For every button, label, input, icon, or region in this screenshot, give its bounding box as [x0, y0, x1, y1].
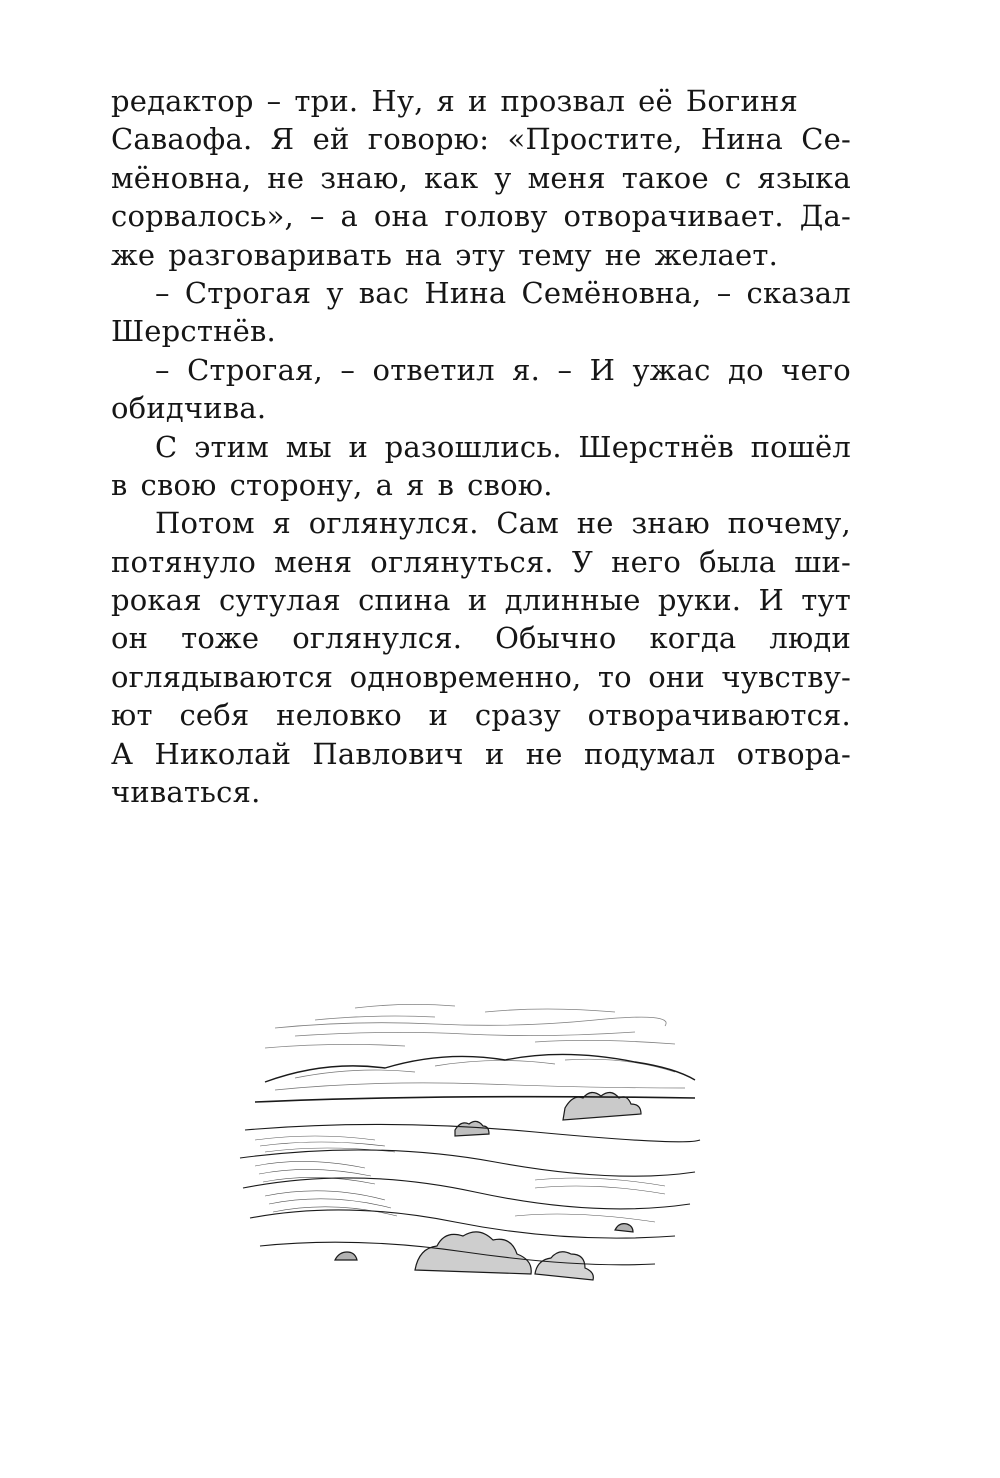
- text-line: [111, 735, 851, 773]
- word: редактор: [111, 84, 254, 118]
- word: Сам: [496, 506, 560, 541]
- word: –: [155, 275, 170, 310]
- word: мёновна,: [111, 160, 252, 195]
- word: длинные: [504, 583, 641, 618]
- word: И: [758, 583, 784, 618]
- word: А: [111, 736, 134, 771]
- text-line: [111, 197, 851, 235]
- word: такое: [621, 160, 709, 195]
- word: Строгая,: [187, 352, 323, 387]
- word: меня: [274, 544, 353, 579]
- text-line: [111, 581, 851, 619]
- word: руки.: [657, 583, 742, 618]
- word: до: [728, 352, 764, 387]
- landscape-engraving-icon: [235, 990, 705, 1290]
- word: её: [638, 84, 673, 118]
- word: ши-: [794, 544, 851, 579]
- word: эту: [455, 237, 506, 272]
- word: Саваофа.: [111, 122, 253, 157]
- word: –: [266, 84, 282, 118]
- word: отворачиваются.: [587, 698, 851, 733]
- word: –: [155, 352, 170, 387]
- word: в: [437, 467, 455, 502]
- word: оглянулся.: [308, 506, 479, 541]
- text-line: [111, 466, 851, 504]
- word: сутулая: [219, 583, 341, 618]
- word: у: [494, 160, 512, 195]
- word: сторону,: [229, 467, 363, 502]
- word: языка: [757, 160, 851, 195]
- word: Павлович: [312, 736, 464, 771]
- word: же: [111, 237, 156, 272]
- word: пошёл: [750, 429, 851, 464]
- word: Потом: [155, 506, 255, 541]
- word: ответил: [372, 352, 495, 387]
- word: они: [648, 659, 705, 694]
- word: Строгая: [184, 275, 312, 310]
- word: я: [406, 467, 425, 502]
- word: не: [267, 160, 305, 195]
- word: люди: [769, 621, 851, 656]
- word: не: [576, 506, 614, 541]
- word: ют: [111, 698, 153, 733]
- word: почему,: [727, 506, 851, 541]
- word: чувству-: [721, 659, 851, 694]
- word: три.: [294, 84, 359, 118]
- word: обидчива.: [111, 391, 267, 426]
- word: оглянуться.: [370, 544, 554, 579]
- text-line: [111, 236, 851, 274]
- word: потянуло: [111, 544, 256, 579]
- word: когда: [649, 621, 737, 656]
- text-line: [111, 504, 851, 542]
- word: сказал: [746, 275, 851, 310]
- word: и: [468, 84, 488, 118]
- word: и: [484, 736, 505, 771]
- word: чиваться.: [111, 775, 261, 810]
- text-line: [111, 543, 851, 581]
- word: –: [716, 275, 732, 310]
- word: подумал: [583, 736, 716, 771]
- word: она: [373, 199, 429, 234]
- word: Нина: [700, 122, 783, 157]
- word: Богиня: [685, 84, 799, 118]
- word: ей: [312, 122, 350, 157]
- word: не: [604, 237, 642, 272]
- word: сорвалось»,: [111, 199, 294, 234]
- word: он: [111, 621, 149, 656]
- word: этим: [194, 429, 270, 464]
- word: –: [557, 352, 573, 387]
- word: отворачивает.: [563, 199, 784, 234]
- word: себя: [179, 698, 250, 733]
- word: Я: [270, 122, 295, 157]
- word: свою.: [467, 467, 553, 502]
- word: свою: [140, 467, 217, 502]
- word: –: [309, 199, 325, 234]
- word: –: [340, 352, 356, 387]
- text-line: [111, 428, 851, 466]
- word: Николай: [154, 736, 292, 771]
- word: Семёновна,: [521, 275, 702, 310]
- word: У: [571, 544, 594, 579]
- word: него: [611, 544, 682, 579]
- word: оглядываются: [111, 659, 334, 694]
- text-line: [111, 658, 851, 696]
- word: я: [436, 84, 456, 118]
- text-line: [111, 274, 851, 312]
- word: а: [340, 199, 358, 234]
- word: тоже: [181, 621, 260, 656]
- word: разговаривать: [168, 237, 393, 272]
- text-line: [111, 159, 851, 197]
- word: желает.: [654, 237, 779, 272]
- text-line: [111, 619, 851, 657]
- text-block: [111, 82, 851, 811]
- word: и: [428, 698, 449, 733]
- word: на: [405, 237, 443, 272]
- word: С: [155, 429, 178, 464]
- word: чего: [781, 352, 851, 387]
- word: и: [348, 429, 368, 464]
- word: меня: [527, 160, 606, 195]
- word: Нина: [424, 275, 507, 310]
- word: Да-: [799, 199, 851, 234]
- text-line: [111, 120, 851, 158]
- word: у: [326, 275, 344, 310]
- text-line: [111, 82, 851, 120]
- word: с: [724, 160, 742, 195]
- word: Обычно: [495, 621, 617, 656]
- word: и: [467, 583, 488, 618]
- word: я: [272, 506, 292, 541]
- word: знаю,: [320, 160, 409, 195]
- word: голову: [444, 199, 548, 234]
- word: вас: [358, 275, 410, 310]
- word: в: [111, 467, 128, 502]
- word: была: [699, 544, 777, 579]
- text-line: [111, 312, 851, 350]
- word: Шерстнёв: [578, 429, 734, 464]
- word: не: [525, 736, 563, 771]
- text-line: [111, 389, 851, 427]
- text-line: [111, 696, 851, 734]
- word: тут: [801, 583, 851, 618]
- word: тему: [518, 237, 592, 272]
- word: Шерстнёв.: [111, 314, 276, 349]
- word: Ну,: [371, 84, 424, 118]
- word: рокая: [111, 583, 202, 618]
- word: сразу: [474, 698, 561, 733]
- word: ужас: [632, 352, 711, 387]
- word: разошлись.: [384, 429, 562, 464]
- word: «Простите,: [507, 122, 683, 157]
- word: неловко: [276, 698, 402, 733]
- word: мы: [285, 429, 332, 464]
- word: как: [424, 160, 479, 195]
- word: спина: [358, 583, 451, 618]
- word: я.: [512, 352, 541, 387]
- word: отвора-: [736, 736, 851, 771]
- word: знаю: [631, 506, 710, 541]
- text-line: [111, 351, 851, 389]
- word: Се-: [801, 122, 851, 157]
- word: а: [375, 467, 394, 502]
- word: говорю:: [367, 122, 490, 157]
- word: одновременно,: [349, 659, 582, 694]
- word: прозвал: [500, 84, 626, 118]
- word: то: [597, 659, 632, 694]
- text-line: [111, 773, 851, 811]
- word: И: [589, 352, 616, 387]
- word: оглянулся.: [292, 621, 463, 656]
